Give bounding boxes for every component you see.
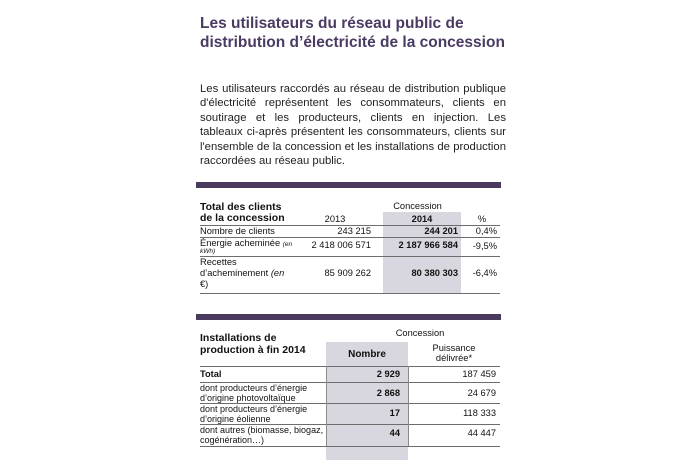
table1-col-2014: 2014	[411, 214, 433, 224]
table2-col-divider	[408, 366, 409, 446]
table2-top-bar	[196, 314, 501, 320]
table1-col-pct: %	[477, 214, 487, 224]
table1-group-label: Concession	[393, 201, 442, 211]
table1-row-label-l3: €)	[200, 279, 209, 289]
table2-row-puissance: 44 447	[467, 428, 496, 438]
table1-top-bar	[196, 182, 501, 188]
table2-col-nombre: Nombre	[348, 349, 386, 360]
table2-row-puissance: 187 459	[462, 369, 496, 379]
table2-header-rule	[200, 366, 500, 367]
table2-row-nombre: 2 868	[376, 388, 400, 398]
table1-row-2014: 80 380 303	[411, 268, 458, 278]
table2-row-label-l1: dont autres (biomasse, biogaz,	[200, 425, 324, 435]
clients-table	[200, 198, 500, 294]
table2-row-label-l2: cogénération…)	[200, 435, 265, 445]
table1-row-2014: 244 201	[424, 226, 458, 236]
table2-col-puissance-2: délivrée*	[435, 353, 473, 363]
table2-row-puissance: 24 679	[467, 388, 496, 398]
table2-row-puissance: 118 333	[463, 408, 496, 418]
table2-col-puissance-1: Puissance	[432, 343, 476, 353]
table2-group-label: Concession	[395, 328, 445, 338]
table1-row-unit-1: (en	[282, 241, 293, 248]
table1-row-2013: 243 215	[337, 226, 371, 236]
page-title	[200, 14, 520, 52]
table2-bottom-rule	[200, 446, 500, 447]
table1-title-line-1: Total des clients	[200, 201, 282, 213]
table1-row-unit: (en	[270, 268, 285, 278]
table1-row-2013: 85 909 262	[324, 268, 371, 278]
table1-row-pct: -6,4%	[472, 268, 497, 278]
table1-row-pct: 0,4%	[475, 226, 497, 236]
installations-table	[200, 324, 500, 460]
table1-row-label: Nombre de clients	[200, 226, 275, 236]
table1-bottom-rule	[200, 293, 500, 294]
table1-row-divider	[200, 256, 500, 257]
table2-col-divider	[326, 366, 327, 446]
table1-row-label-l2	[200, 268, 284, 279]
table1-row-2014: 2 187 966 584	[398, 240, 458, 250]
table1-title-line-2: de la concession	[200, 212, 285, 224]
table2-row-label-l1: dont producteurs d’énergie	[200, 383, 308, 393]
table2-row-label: Total	[200, 369, 222, 379]
table2-row-label-l2: d’origine éolienne	[200, 414, 271, 424]
table1-col-2013: 2013	[324, 214, 346, 224]
table2-row-nombre: 44	[389, 428, 400, 438]
table2-row-label-l1: dont producteurs d’énergie	[200, 404, 308, 414]
page-title-line-2: distribution d’électricité de la concession	[200, 34, 505, 51]
intro-paragraph: Les utilisateurs raccordés au réseau de distribution publique d'électricité représentent les consommateurs, clients en soutirage et les producteurs, clients en injection. Les tableaux ci-après présentent les consommateurs, clients sur l'ensemble de la concession et les installations de production raccordées au réseau public.	[200, 83, 506, 168]
table1-row-label-l1: Recettes	[200, 257, 237, 267]
table1-row-unit-2: kWh)	[200, 248, 216, 255]
table2-row-label-l2: d’origine photovoltaïque	[200, 393, 296, 403]
page-title-line-1: Les utilisateurs du réseau public de	[200, 15, 464, 32]
table2-row-nombre: 2 929	[376, 369, 400, 379]
table2-row-nombre: 17	[389, 408, 400, 418]
table2-title-line-1: Installations de	[200, 332, 277, 344]
table1-row-label-l2-text: d’acheminement	[200, 268, 269, 278]
table2-title-line-2: production à fin 2014	[200, 344, 306, 356]
table1-row-label-text: Énergie acheminée	[200, 238, 281, 248]
table1-row-2013: 2 418 006 571	[311, 240, 371, 250]
table1-row-pct: -9,5%	[472, 241, 497, 251]
